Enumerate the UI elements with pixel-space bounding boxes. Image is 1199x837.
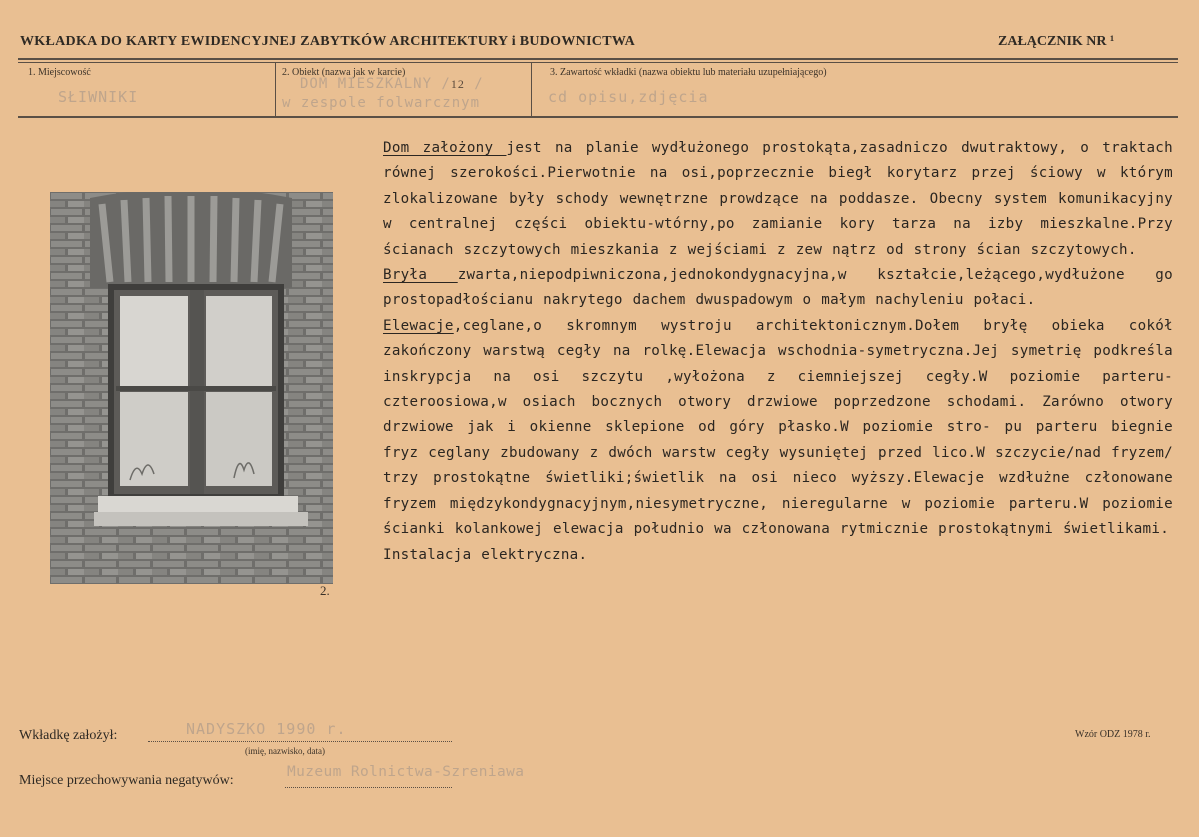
- negatives-location-label: Miejsce przechowywania negatywów:: [19, 773, 234, 788]
- negatives-location-value: Muzeum Rolnictwa-Szreniawa: [287, 764, 525, 780]
- field-divider-1: [275, 62, 276, 116]
- negatives-dotted-line: [285, 787, 452, 788]
- annex-number: ZAŁĄCZNIK NR ¹: [998, 34, 1115, 49]
- created-by-label: Wkładkę założył:: [19, 728, 118, 743]
- object-value-line2: w zespole folwarcznym: [282, 95, 481, 111]
- photo-number: 2.: [320, 583, 330, 598]
- contents-label: 3. Zawartość wkładki (nazwa obiektu lub materiału uzupełniającego): [550, 67, 827, 78]
- field-divider-2: [531, 62, 532, 116]
- fields-rule-bottom: [18, 116, 1178, 118]
- created-by-dotted-line: [148, 741, 452, 742]
- form-model: Wzór ODZ 1978 r.: [1075, 729, 1151, 740]
- description-paragraph-layout: Dom założony jest na planie wydłużonego prostokąta,zasadniczo dwutraktowy, o traktach równej szerokości.Pierwotnie na osi,poprzecznie biegł korytarz przej ściowy w którym zlokalizowane były schody wewnętrzne prowdzące na poddasze. Obecny system komunikacyjny w centralnej części obiektu-wtórny,po zamianie kory tarza na izby mieszkalne.Przy ścianach szczytowych mieszkania z wejściami z zew nątrz od strony ścian szczytowych.: [383, 140, 1173, 258]
- description-text: [383, 136, 1173, 568]
- object-number-handwritten: 12: [450, 77, 465, 91]
- card-title: WKŁADKA DO KARTY EWIDENCYJNEJ ZABYTKÓW ARCHITEKTURY i BUDOWNICTWA: [20, 34, 636, 49]
- object-value-line1: DOM MIESZKALNY /12 /: [300, 76, 484, 92]
- window-photo-image: [50, 192, 333, 584]
- locality-label: 1. Miejscowość: [28, 67, 91, 78]
- locality-value: SŁIWNIKI: [58, 88, 139, 106]
- created-by-value: NADYSZKO 1990 r.: [186, 720, 347, 738]
- created-by-hint: (imię, nazwisko, data): [245, 746, 325, 756]
- description-paragraph-installation: Instalacja elektryczna.: [383, 546, 588, 563]
- description-paragraph-elevations: Elewacje,ceglane,o skromnym wystroju architektonicznym.Dołem bryłę obieka cokół zakończony warstwą cegły na rolkę.Elewacja wschodnia-symetryczna.Jej symetrię podkreśla inskrypcja na osi szczytu ,wyłożona z ciemniejszej cegły.W poziomie parteru-czteroosiowa,w osiach bocznych otwory drzwiowe poprzedzone schodami. Zarówno otwory drzwiowe jak i okienne sklepione od góry płasko.W poziomie stro- pu parteru biegnie fryz ceglany zbudowany z dwóch warstw cegły wysuniętej przed lico.W szczycie/nad fryzem/ trzy prostokątne świetliki;świetlik na osi nieco wyższy.Elewacje wzdłużne członowane fryzem międzykondygnacyjnym,niesymetryczne, nieregularne w poziomie parteru.W poziomie ścianki kolankowej elewacja południo wa członowana rytmicznie prostokątnymi świetlikami.: [383, 317, 1173, 538]
- description-paragraph-massing: Bryła zwarta,niepodpiwniczona,jednokondygnacyjna,w kształcie,leżącego,wydłużone go prostopadłościanu nakrytego dachem dwuspadowym o małym nachyleniu połaci.: [383, 267, 1173, 309]
- object-label: 2. Obiekt (nazwa jak w karcie): [282, 67, 406, 78]
- photo-window: [50, 192, 333, 584]
- contents-value: cd opisu,zdjęcia: [548, 88, 709, 106]
- header-rule-top: [18, 58, 1178, 60]
- header-rule-thin: [18, 62, 1178, 63]
